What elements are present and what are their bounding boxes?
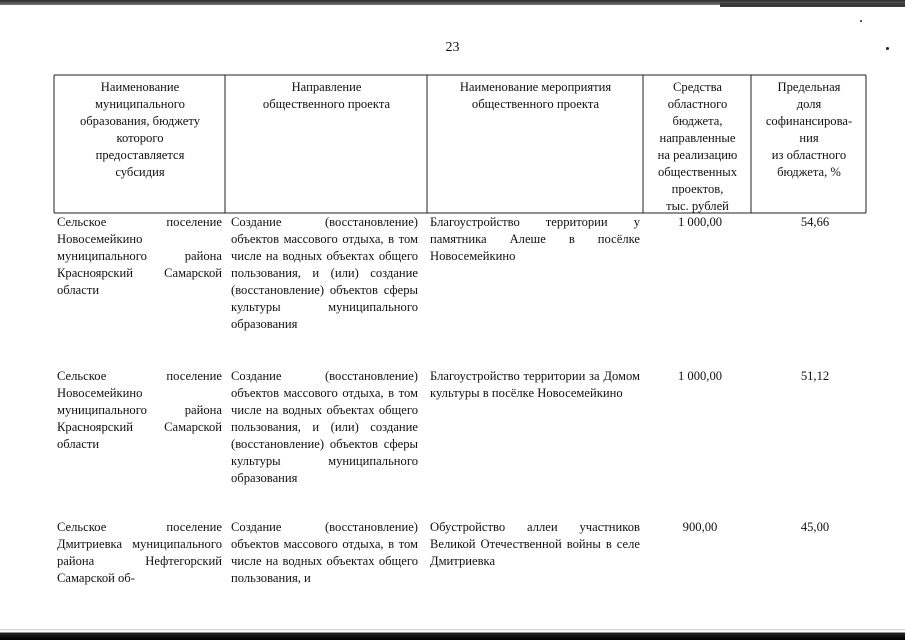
event-cell: Благоустройство территории у памятника Алеше в посёлке Новосемейкино <box>430 215 640 263</box>
scan-edge-bottom <box>0 629 905 640</box>
share-cell: 45,00 <box>800 520 830 534</box>
header-direction: Направление общественного проекта <box>262 80 391 111</box>
share-cell: 51,12 <box>800 369 830 383</box>
scan-speck <box>860 20 862 22</box>
event-cell: Обустройство аллеи участников Великой Отечественной войны в селе Дмитриевка <box>430 520 640 568</box>
share-cell: 54,66 <box>800 215 830 229</box>
municipality-cell: Сельское поселение Дмитриевка муниципального района Нефтегорский Самарской об- <box>57 520 222 585</box>
municipality-cell: Сельское поселение Новосемейкино муниципального района Красноярский Самарской области <box>57 369 222 451</box>
event-cell: Благоустройство территории за Домом культуры в посёлке Новосемейкино <box>430 369 640 400</box>
page-number: 23 <box>445 40 460 55</box>
funds-cell: 1 000,00 <box>677 369 723 383</box>
municipality-cell: Сельское поселение Новосемейкино муниципального района Красноярский Самарской области <box>57 215 222 297</box>
header-municipality: Наименование муниципального образования, бюджету которого предоставляется субсидия <box>79 80 201 179</box>
scan-edge-top-bar <box>720 3 905 7</box>
direction-cell: Создание (восстановление) объектов массового отдыха, в том числе на водных объектах общего пользования, и (или) создание (восстановление) объектов сферы культуры муниципального образования <box>231 369 418 485</box>
header-event: Наименование мероприятия общественного проекта <box>459 80 612 111</box>
direction-cell: Создание (восстановление) объектов массового отдыха, в том числе на водных объектах общего пользования, и (или) создание (восстановление) объектов сферы культуры муниципального образования <box>231 215 418 331</box>
funds-cell: 1 000,00 <box>677 215 723 229</box>
header-share: Предельная доля софинансирова- ния из областного бюджета, % <box>765 80 853 179</box>
direction-cell: Создание (восстановление) объектов массового отдыха, в том числе на водных объектах общего пользования, и <box>231 520 418 585</box>
header-funds: Средства областного бюджета, направленные на реализацию общественных проектов, тыс. рублей <box>657 80 738 213</box>
funds-cell: 900,00 <box>682 520 718 534</box>
